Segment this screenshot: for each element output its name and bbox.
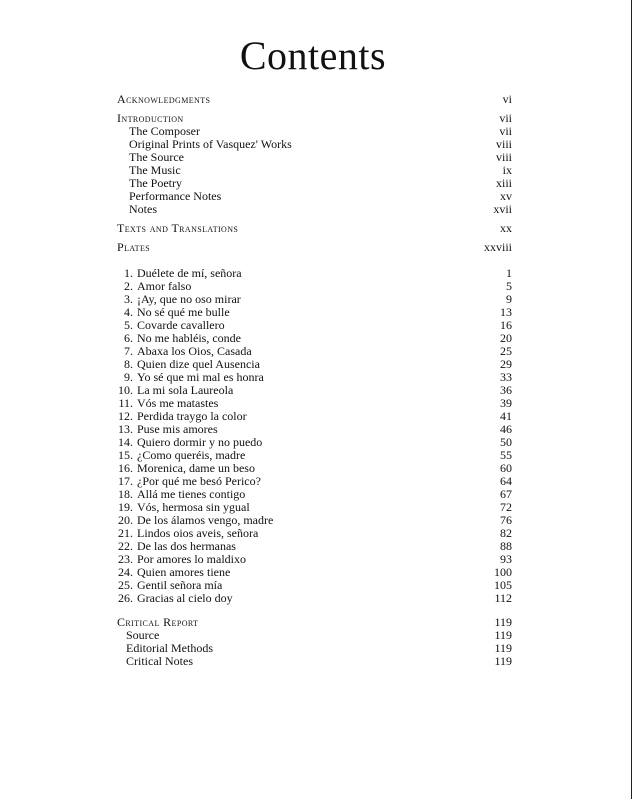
toc-page-number: 67 (500, 487, 512, 501)
toc-page-number: 72 (500, 500, 512, 514)
piece-title: Gracias al cielo doy (137, 591, 233, 605)
piece-number: 3. (124, 292, 133, 306)
toc-subsection (117, 150, 512, 164)
piece-title: La mi sola Laureola (137, 383, 234, 397)
piece-title: Covarde cavallero (137, 318, 225, 332)
piece-title: De las dos hermanas (137, 539, 236, 553)
toc-piece (117, 552, 512, 566)
toc-page-number: 100 (494, 565, 512, 579)
toc-subsection (117, 176, 512, 190)
toc-piece (117, 279, 512, 293)
toc-piece (117, 448, 512, 462)
piece-number: 4. (124, 305, 133, 319)
piece-number: 24. (118, 565, 133, 579)
toc-subsection-label: Original Prints of Vasquez' Works (129, 137, 292, 151)
toc-page-number: viii (495, 137, 512, 151)
piece-number: 18. (118, 487, 133, 501)
toc-piece (117, 331, 512, 345)
piece-number: 12. (118, 409, 133, 423)
toc-piece (117, 357, 512, 371)
toc-page-number: 9 (506, 292, 512, 306)
piece-number: 26. (118, 591, 133, 605)
toc-subsection (117, 124, 512, 138)
piece-title: Perdida traygo la color (137, 409, 247, 423)
toc-page-number: 88 (500, 539, 512, 553)
piece-title: Lindos oios aveis, señora (137, 526, 259, 540)
toc-piece (117, 396, 512, 410)
toc-page-number: 29 (500, 357, 512, 371)
toc-section-label: Critical Report (117, 615, 199, 629)
piece-title: Yo sé que mi mal es honra (137, 370, 264, 384)
piece-number: 1. (124, 266, 133, 280)
toc-subsection-label: Editorial Methods (126, 641, 213, 655)
toc-piece (117, 266, 512, 280)
piece-number: 15. (118, 448, 133, 462)
toc-subsection-label: The Poetry (129, 176, 182, 190)
toc-section (117, 221, 512, 235)
toc-page-number: 105 (494, 578, 512, 592)
piece-number: 5. (124, 318, 133, 332)
toc-section (117, 92, 512, 106)
piece-number: 25. (118, 578, 133, 592)
toc-subsection (117, 137, 512, 151)
toc-subsection-label: Critical Notes (126, 654, 193, 668)
toc-page-number: 119 (494, 654, 512, 668)
toc-subsection (117, 189, 512, 203)
toc-piece (117, 539, 512, 553)
toc-page-number: 50 (500, 435, 512, 449)
piece-title: Morenica, dame un beso (137, 461, 255, 475)
toc-page-number: ix (502, 163, 512, 177)
toc-subsection (117, 202, 512, 216)
toc-piece (117, 500, 512, 514)
toc-subsection (117, 628, 512, 642)
toc-piece (117, 292, 512, 306)
toc-page-number: 20 (500, 331, 512, 345)
toc-piece (117, 370, 512, 384)
toc-section-label: Introduction (117, 111, 184, 125)
piece-number: 21. (118, 526, 133, 540)
page-title: Contents (239, 33, 387, 78)
toc-page-number: 93 (500, 552, 512, 566)
toc-section (117, 615, 512, 629)
piece-number: 11. (118, 396, 133, 410)
toc-page-number: xv (500, 189, 512, 203)
toc-section-label: Acknowledgments (117, 92, 211, 106)
toc-piece (117, 422, 512, 436)
toc-page-number: xiii (495, 176, 512, 190)
toc-piece (117, 474, 512, 488)
toc-page-number: vii (499, 124, 512, 138)
toc-page-number: 64 (500, 474, 512, 488)
toc-page-number: 119 (494, 615, 512, 629)
piece-number: 17. (118, 474, 133, 488)
toc-piece (117, 578, 512, 592)
toc-page-number: 33 (500, 370, 512, 384)
toc-page-number: viii (495, 150, 512, 164)
toc-page-number: 41 (500, 409, 512, 423)
toc-page-number: 119 (494, 641, 512, 655)
toc-piece (117, 318, 512, 332)
toc-subsection (117, 654, 512, 668)
piece-number: 16. (118, 461, 133, 475)
piece-title: Amor falso (137, 279, 192, 293)
piece-number: 14. (118, 435, 133, 449)
toc-page-number: 82 (500, 526, 512, 540)
piece-title: De los álamos vengo, madre (137, 513, 274, 527)
piece-title: No me habléis, conde (137, 331, 241, 345)
toc-page-number: vi (502, 92, 512, 106)
piece-number: 2. (124, 279, 133, 293)
toc-page-number: 112 (494, 591, 512, 605)
toc-subsection-label: The Source (129, 150, 184, 164)
toc-page-number: 46 (500, 422, 512, 436)
piece-title: ¿Como queréis, madre (137, 448, 246, 462)
toc-piece (117, 435, 512, 449)
piece-number: 10. (118, 383, 133, 397)
toc-page-number: 36 (500, 383, 512, 397)
toc-piece (117, 565, 512, 579)
piece-title: Quien amores tiene (137, 565, 231, 579)
piece-title: Por amores lo maldixo (137, 552, 246, 566)
piece-title: Vós, hermosa sin ygual (137, 500, 250, 514)
toc-page-number: 16 (500, 318, 512, 332)
toc-subsection-label: Notes (129, 202, 157, 216)
piece-number: 13. (118, 422, 133, 436)
piece-title: No sé qué me bulle (137, 305, 230, 319)
piece-title: ¿Por qué me besó Perico? (137, 474, 261, 488)
piece-number: 19. (118, 500, 133, 514)
piece-title: Duélete de mí, señora (137, 266, 242, 280)
piece-title: Abaxa los Oios, Casada (137, 344, 252, 358)
toc-section-label: Plates (117, 240, 151, 254)
toc-piece (117, 305, 512, 319)
toc-page-number: 76 (500, 513, 512, 527)
toc-section (117, 111, 512, 125)
toc-piece (117, 461, 512, 475)
piece-number: 6. (124, 331, 133, 345)
piece-title: Quien dize quel Ausencia (137, 357, 260, 371)
toc-page-number: 119 (494, 628, 512, 642)
piece-number: 8. (124, 357, 133, 371)
toc-piece (117, 487, 512, 501)
toc-page-number: xx (500, 221, 512, 235)
toc-page-number: 60 (500, 461, 512, 475)
toc-page-number: 13 (500, 305, 512, 319)
toc-piece (117, 409, 512, 423)
toc-page-number: xvii (493, 202, 512, 216)
piece-title: Quiero dormir y no puedo (137, 435, 263, 449)
piece-number: 22. (118, 539, 133, 553)
toc-subsection (117, 641, 512, 655)
toc-subsection-label: The Composer (129, 124, 200, 138)
piece-title: ¡Ay, que no oso mirar (137, 292, 241, 306)
toc-page-number: vii (499, 111, 512, 125)
piece-number: 23. (118, 552, 133, 566)
toc-piece (117, 383, 512, 397)
piece-title: Vós me matastes (137, 396, 219, 410)
piece-title: Puse mis amores (137, 422, 218, 436)
toc-subsection (117, 163, 512, 177)
toc-page-number: 5 (506, 279, 512, 293)
toc-piece (117, 591, 512, 605)
toc-subsection-label: The Music (129, 163, 181, 177)
toc-page-number: 55 (500, 448, 512, 462)
toc-page-number: 1 (506, 266, 512, 280)
piece-title: Gentil señora mía (137, 578, 223, 592)
piece-number: 7. (124, 344, 133, 358)
toc-subsection-label: Source (126, 628, 160, 642)
toc-piece (117, 344, 512, 358)
toc-section-label: Texts and Translations (117, 221, 239, 235)
toc-section (117, 240, 512, 254)
toc-piece (117, 513, 512, 527)
piece-title: Allá me tienes contigo (137, 487, 246, 501)
toc-page-number: xxviii (483, 240, 512, 254)
toc-page-number: 25 (500, 344, 512, 358)
toc-page-number: 39 (500, 396, 512, 410)
piece-number: 9. (124, 370, 133, 384)
piece-number: 20. (118, 513, 133, 527)
toc-piece (117, 526, 512, 540)
toc-subsection-label: Performance Notes (129, 189, 222, 203)
